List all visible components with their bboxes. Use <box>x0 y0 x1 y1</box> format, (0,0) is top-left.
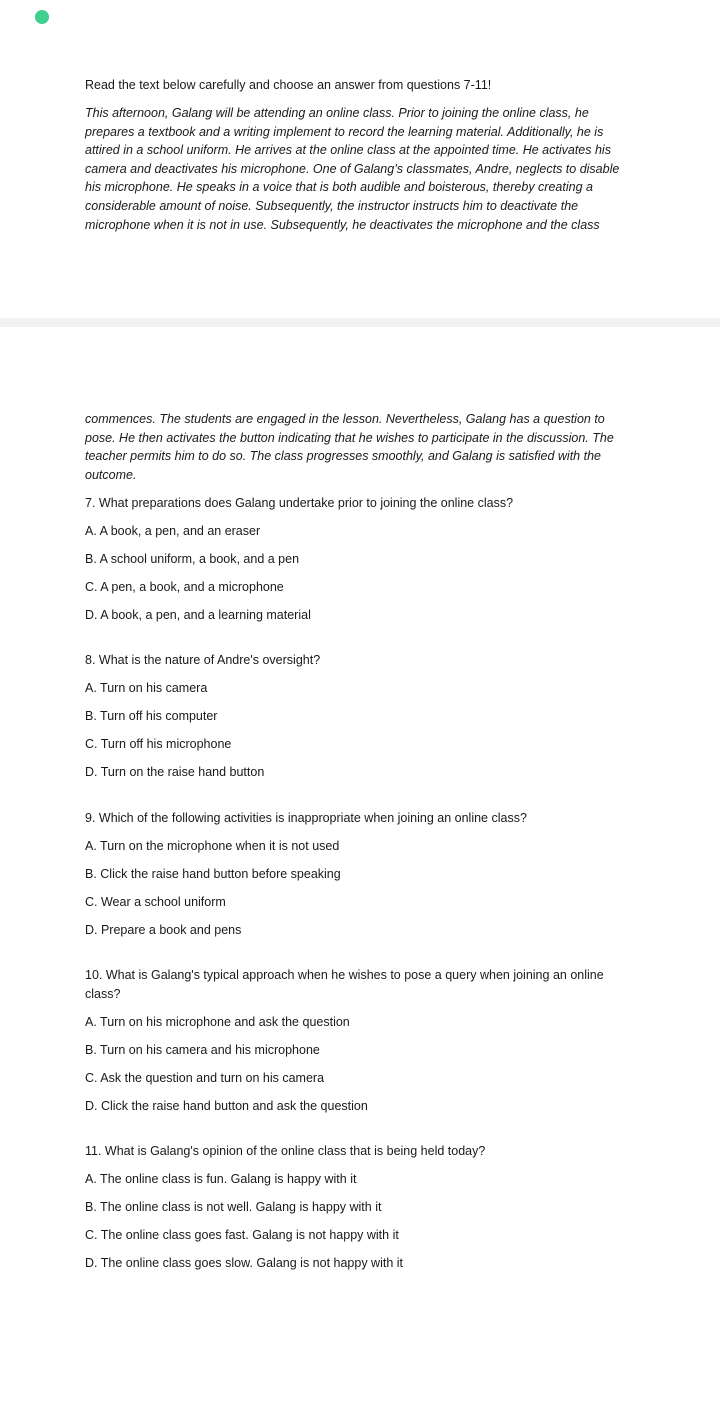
answer-option: D. The online class goes slow. Galang is not happy with it <box>85 1256 403 1271</box>
answer-option: B. Turn on his camera and his microphone <box>85 1042 320 1057</box>
answer-option: D. Click the raise hand button and ask the question <box>85 1098 368 1113</box>
document-page-2 <box>85 410 635 1300</box>
instruction-text: Read the text below carefully and choose an answer from questions 7-11! <box>85 78 492 92</box>
answer-option: C. Turn off his microphone <box>85 737 232 752</box>
answer-option: A. Turn on the microphone when it is not used <box>85 838 340 853</box>
question-text: 8. What is the nature of Andre's oversight? <box>85 653 321 668</box>
answer-option: C. Ask the question and turn on his camera <box>85 1070 325 1085</box>
answer-option: C. A pen, a book, and a microphone <box>85 579 284 594</box>
answer-option: B. Click the raise hand button before speaking <box>85 866 341 881</box>
page-separator <box>0 318 720 327</box>
answer-option: C. Wear a school uniform <box>85 894 226 909</box>
answer-option: A. A book, a pen, and an eraser <box>85 523 261 538</box>
answer-option: C. The online class goes fast. Galang is not happy with it <box>85 1228 399 1243</box>
answer-option: D. Prepare a book and pens <box>85 922 242 937</box>
answer-option: A. The online class is fun. Galang is happy with it <box>85 1172 357 1187</box>
question-7 <box>85 494 635 625</box>
question-text: 9. Which of the following activities is inappropriate when joining an online class? <box>85 810 527 825</box>
answer-option: A. Turn on his microphone and ask the question <box>85 1014 350 1029</box>
question-text: 7. What preparations does Galang undertake prior to joining the online class? <box>85 495 514 510</box>
reading-passage-part-2: commences. The students are engaged in the lesson. Nevertheless, Galang has a question to pose. He then activates the button indicating that he wishes to participate in the discussion. The teacher permits him to do so. The class progresses smoothly, and Galang is satisfied with the outcome. <box>85 412 614 482</box>
question-text: 11. What is Galang's opinion of the online class that is being held today? <box>85 1144 486 1159</box>
question-9 <box>85 809 635 940</box>
document-page-1 <box>85 76 635 244</box>
question-11 <box>85 1142 635 1273</box>
answer-option: A. Turn on his camera <box>85 681 208 696</box>
status-indicator-dot <box>35 10 49 24</box>
answer-option: B. Turn off his computer <box>85 709 218 724</box>
answer-option: B. A school uniform, a book, and a pen <box>85 551 300 566</box>
question-8 <box>85 651 635 782</box>
answer-option: D. A book, a pen, and a learning material <box>85 607 311 622</box>
question-text: 10. What is Galang's typical approach when he wishes to pose a query when joining an online class? <box>85 968 604 1001</box>
question-10 <box>85 966 635 1115</box>
answer-option: D. Turn on the raise hand button <box>85 765 265 780</box>
reading-passage-part-1: This afternoon, Galang will be attending an online class. Prior to joining the online class, he prepares a textbook and a writing implement to record the learning material. Additionally, he is attired in a school uniform. He arrives at the online class at the appointed time. He activates his camera and deactivates his microphone. One of Galang’s classmates, Andre, neglects to disable his microphone. He speaks in a voice that is both audible and boisterous, thereby creating a considerable amount of noise. Subsequently, the instructor instructs him to deactivate the microphone when it is not in use. Subsequently, he deactivates the microphone and the class <box>85 105 620 232</box>
answer-option: B. The online class is not well. Galang is happy with it <box>85 1200 382 1215</box>
